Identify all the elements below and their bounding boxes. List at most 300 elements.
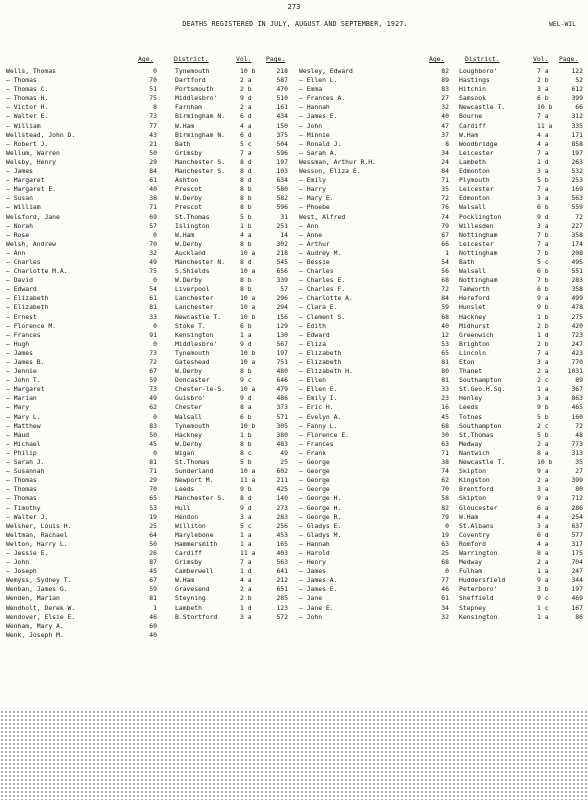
cell-vol: 8 b (240, 185, 252, 194)
cell-name: — Ernest (6, 312, 37, 321)
cell-district: Hunslet (459, 303, 486, 312)
cell-vol: 4 a (240, 230, 252, 239)
cell-vol: 8 a (240, 403, 252, 412)
cell-page: 273 (276, 503, 288, 512)
cell-age: 82 (441, 67, 449, 75)
table-row (297, 340, 585, 349)
cell-age: 66 (441, 239, 449, 248)
cell-district: Brentford (459, 485, 494, 494)
cell-age: 83 (149, 421, 157, 430)
cell-district: Midhurst (459, 321, 490, 330)
cell-vol: 3 b (537, 585, 549, 594)
cell-vol: 5 c (537, 257, 549, 266)
table-row (4, 322, 288, 331)
cell-name: Welton, Harry L. (6, 539, 68, 548)
cell-vol: 8 c (240, 448, 252, 457)
cell-name: Wessman, Arthur R.H. (299, 157, 376, 166)
table-row (4, 67, 288, 76)
cell-district: Manchester N. (175, 257, 226, 266)
table-row (4, 103, 288, 112)
cell-district: Hitchin (459, 85, 486, 94)
cell-district: Hackney (459, 312, 486, 321)
cell-district: Bath (175, 139, 191, 148)
cell-name: — Florence E. (299, 430, 350, 439)
cell-district: Hastings (459, 76, 490, 85)
cell-page: 712 (571, 494, 583, 503)
cell-age: 24 (441, 157, 449, 166)
cell-page: 167 (571, 603, 583, 612)
cell-name: — Bessie (299, 257, 330, 266)
cell-age: 38 (149, 194, 157, 203)
cell-vol: 3 a (537, 394, 549, 403)
cell-district: Birmingham N. (175, 112, 226, 121)
cell-vol: 8 b (240, 203, 252, 212)
cell-vol: 4 a (537, 139, 549, 148)
cell-page: 1031 (567, 367, 583, 376)
cell-name: — Thomas (6, 476, 37, 485)
cell-vol: 9 a (537, 576, 549, 585)
cell-vol: 5 c (240, 521, 252, 530)
cell-district: Lambeth (459, 157, 486, 166)
cell-vol: 10 a (240, 467, 256, 476)
table-row (4, 631, 288, 640)
cell-vol: 1 d (240, 603, 252, 612)
cell-vol: 4 a (537, 130, 549, 139)
cell-page: 25 (280, 458, 288, 467)
cell-vol: 7 b (537, 248, 549, 257)
cell-vol: 8 b (240, 276, 252, 285)
cell-district: Totnes (459, 412, 483, 421)
cell-vol: 7 a (537, 148, 549, 157)
table-row (297, 276, 585, 285)
cell-name: — George H. (299, 494, 342, 503)
cell-name: — Elizabeth (6, 303, 49, 312)
cell-age: 40 (441, 112, 449, 121)
cell-name: — Susan (6, 194, 33, 203)
cell-page: 434 (276, 112, 288, 121)
cell-age: 0 (153, 412, 157, 421)
cell-vol: 1 a (240, 330, 252, 339)
right-column (297, 55, 585, 622)
cell-name: — Fanny L. (299, 421, 338, 430)
cell-district: Portsmouth (175, 85, 214, 94)
cell-district: W.Derby (175, 367, 202, 376)
cell-vol: 1 b (240, 221, 252, 230)
cell-page: 302 (276, 239, 288, 248)
cell-vol: 10 b (240, 421, 256, 430)
cell-vol: 10 a (240, 294, 256, 303)
cell-page: 253 (571, 176, 583, 185)
cell-district: Leicester (459, 185, 494, 194)
cell-age: 63 (441, 539, 449, 548)
cell-vol: 4 a (537, 539, 549, 548)
cell-age: 12 (441, 330, 449, 339)
cell-age: 67 (441, 230, 449, 239)
cell-name: Wesson, Eliza E. (299, 167, 361, 176)
table-row (4, 167, 288, 176)
cell-vol: 2 a (240, 76, 252, 85)
cell-district: Samsook (459, 94, 486, 103)
cell-age: 53 (441, 339, 449, 348)
cell-age: 40 (149, 185, 157, 194)
cell-age: 69 (149, 212, 157, 221)
cell-age: 72 (441, 285, 449, 294)
cell-district: Warrington (459, 548, 498, 557)
cell-vol: 9 d (240, 339, 252, 348)
cell-age: 16 (441, 403, 449, 412)
cell-age: 45 (149, 567, 157, 576)
cell-age: 33 (149, 312, 157, 321)
cell-vol: 2 a (240, 103, 252, 112)
cell-page: 641 (276, 567, 288, 576)
table-row (4, 476, 288, 485)
cell-page: 545 (276, 257, 288, 266)
table-row (4, 331, 288, 340)
cell-name: — Matthew (6, 421, 41, 430)
cell-name: — Ellen E. (299, 385, 338, 394)
cell-page: 140 (276, 494, 288, 503)
table-row (297, 158, 585, 167)
cell-name: — Thomas H. (6, 94, 49, 103)
table-row (4, 185, 288, 194)
table-row (4, 549, 288, 558)
cell-vol: 1 d (537, 330, 549, 339)
cell-age: 81 (149, 458, 157, 467)
cell-vol: 7 b (537, 276, 549, 285)
cell-name: — James (6, 348, 33, 357)
cell-name: — George R. (299, 512, 342, 521)
cell-name: — Thomas (6, 494, 37, 503)
table-row (297, 585, 585, 594)
cell-page: 563 (276, 558, 288, 567)
cell-page: 596 (276, 148, 288, 157)
cell-age: 1 (153, 603, 157, 612)
cell-vol: 8 b (240, 439, 252, 448)
cell-age: 40 (149, 630, 157, 639)
table-row (4, 258, 288, 267)
cell-age: 70 (149, 239, 157, 248)
cell-page: 532 (571, 167, 583, 176)
table-row (4, 85, 288, 94)
table-row (297, 549, 585, 558)
cell-page: 283 (571, 276, 583, 285)
cell-age: 56 (441, 267, 449, 276)
cell-vol: 9 b (537, 303, 549, 312)
cell-name: — George (299, 485, 330, 494)
table-row (297, 76, 585, 85)
cell-age: 45 (149, 439, 157, 448)
cell-vol: 10 a (240, 303, 256, 312)
cell-age: 0 (153, 67, 157, 75)
cell-name: — Sarah J. (6, 458, 45, 467)
table-row (4, 513, 288, 522)
cell-name: Wenham, Mary A. (6, 621, 64, 630)
header-page: Page. (559, 55, 579, 63)
cell-page: 123 (276, 603, 288, 612)
cell-name: — David (6, 276, 33, 285)
cell-age: 62 (149, 403, 157, 412)
cell-vol: 5 c (240, 139, 252, 148)
cell-age: 29 (149, 476, 157, 485)
table-row (4, 531, 288, 540)
cell-district: Hammersmith (175, 539, 218, 548)
cell-name: Welsher, Louis H. (6, 521, 72, 530)
cell-page: 49 (280, 448, 288, 457)
table-row (4, 431, 288, 440)
cell-age: 81 (149, 303, 157, 312)
cell-name: — Ellen L. (299, 76, 338, 85)
cell-district: Auckland (175, 248, 206, 257)
table-row (297, 203, 585, 212)
cell-page: 150 (276, 121, 288, 130)
cell-page: 72 (575, 212, 583, 221)
cell-age: 30 (441, 430, 449, 439)
cell-age: 71 (149, 203, 157, 212)
cell-page: 704 (571, 558, 583, 567)
cell-vol: 3 a (240, 612, 252, 621)
cell-district: Farnham (175, 103, 202, 112)
cell-district: Pocklington (459, 212, 502, 221)
cell-page: 218 (276, 67, 288, 75)
page-number: 273 (287, 3, 301, 11)
cell-vol: 10 b (240, 348, 256, 357)
cell-name: — William (6, 121, 41, 130)
table-row (297, 149, 585, 158)
table-row (4, 467, 288, 476)
cell-name: — Margaret (6, 176, 45, 185)
cell-district: Romford (459, 539, 486, 548)
cell-age: 67 (149, 367, 157, 376)
cell-name: — George (299, 458, 330, 467)
cell-district: Manchester S. (175, 494, 226, 503)
cell-page: 612 (571, 85, 583, 94)
cell-page: 103 (276, 167, 288, 176)
table-row (297, 303, 585, 312)
cell-name: — Thomas C. (6, 85, 49, 94)
cell-vol: 4 a (240, 576, 252, 585)
cell-district: Woodbridge (459, 139, 498, 148)
cell-name: — Thomas (6, 76, 37, 85)
cell-age: 81 (149, 594, 157, 603)
cell-name: — Walter E. (6, 112, 49, 121)
cell-vol: 7 b (537, 230, 549, 239)
cell-page: 770 (571, 358, 583, 366)
table-row (297, 258, 585, 267)
cell-vol: 5 b (240, 458, 252, 467)
cell-district: Plymouth (459, 176, 490, 185)
cell-vol: 6 d (240, 130, 252, 139)
table-row (297, 94, 585, 103)
cell-age: 61 (149, 176, 157, 185)
cell-page: 858 (571, 139, 583, 148)
table-row (4, 358, 288, 367)
cell-age: 65 (441, 348, 449, 357)
cell-page: 551 (571, 267, 583, 276)
cell-age: 53 (149, 503, 157, 512)
cell-name: — Michael (6, 439, 41, 448)
cell-page: 344 (571, 576, 583, 585)
cell-age: 71 (149, 467, 157, 476)
cell-age: 70 (149, 485, 157, 494)
cell-page: 171 (571, 130, 583, 139)
table-row (297, 213, 585, 222)
cell-page: 478 (571, 303, 583, 312)
cell-page: 634 (276, 176, 288, 185)
cell-name: — Maud (6, 430, 30, 439)
cell-page: 160 (571, 412, 583, 421)
cell-vol: 3 a (240, 512, 252, 521)
table-row (297, 422, 585, 431)
table-row (297, 112, 585, 121)
cell-age: 72 (441, 194, 449, 203)
cell-age: 0 (153, 276, 157, 285)
table-row (4, 149, 288, 158)
cell-district: Edmonton (459, 167, 490, 176)
cell-vol: 8 d (240, 157, 252, 166)
cell-vol: 10 a (240, 267, 256, 276)
cell-name: — Mary L. (6, 412, 41, 421)
cell-age: 50 (149, 430, 157, 439)
cell-age: 25 (149, 521, 157, 530)
table-row (297, 394, 585, 403)
cell-age: 8 (445, 139, 449, 148)
cell-page: 577 (571, 530, 583, 539)
cell-district: Birmingham N. (175, 130, 226, 139)
cell-age: 32 (441, 103, 449, 112)
cell-page: 313 (571, 448, 583, 457)
cell-vol: 10 b (240, 312, 256, 321)
cell-district: Henley (459, 394, 483, 403)
cell-page: 587 (276, 76, 288, 85)
cell-age: 89 (441, 76, 449, 85)
cell-age: 77 (441, 576, 449, 585)
cell-name: — Ellen (299, 376, 326, 385)
cell-age: 8 (153, 103, 157, 112)
cell-age: 76 (441, 203, 449, 212)
table-row (4, 494, 288, 503)
cell-name: — Joseph (6, 567, 37, 576)
cell-vol: 6 b (537, 267, 549, 276)
cell-vol: 3 a (537, 485, 549, 494)
cell-age: 38 (441, 458, 449, 467)
cell-vol: 1 b (240, 430, 252, 439)
cell-name: — Charlotte M.A. (6, 267, 68, 276)
table-row (4, 440, 288, 449)
cell-age: 64 (149, 530, 157, 539)
cell-vol: 10 b (537, 103, 553, 112)
cell-vol: 4 a (537, 512, 549, 521)
cell-age: 91 (149, 330, 157, 339)
cell-name: — Audrey M. (299, 248, 342, 257)
cell-vol: 6 a (537, 503, 549, 512)
cell-name: — Charles E. (299, 276, 346, 285)
table-row (4, 176, 288, 185)
cell-vol: 2 a (240, 585, 252, 594)
cell-page: 212 (276, 576, 288, 585)
cell-name: Wemyss, Sydney T. (6, 576, 72, 585)
cell-name: West, Alfred (299, 212, 346, 221)
header-age: Age. (138, 55, 154, 63)
cell-vol: 6 b (240, 321, 252, 330)
table-row (297, 576, 585, 585)
table-row (297, 176, 585, 185)
cell-district: Manchester S. (175, 167, 226, 176)
cell-district: Willesden (459, 221, 494, 230)
cell-page: 479 (276, 385, 288, 394)
cell-district: Fulham (459, 567, 483, 576)
cell-vol: 11 a (537, 121, 553, 130)
cell-page: 161 (276, 103, 288, 112)
dotted-background (0, 710, 588, 800)
table-row (297, 531, 585, 540)
cell-page: 247 (571, 339, 583, 348)
cell-district: St.Geo.H.Sq. (459, 385, 506, 394)
table-row (297, 285, 585, 294)
cell-vol: 2 b (240, 85, 252, 94)
cell-name: — Eliza (299, 339, 326, 348)
table-row (4, 140, 288, 149)
cell-page: 773 (571, 439, 583, 448)
cell-page: 197 (571, 585, 583, 594)
table-row (297, 294, 585, 303)
cell-age: 33 (441, 385, 449, 394)
cell-page: 197 (276, 157, 288, 166)
cell-vol: 1 a (537, 612, 549, 621)
cell-district: Stoke T. (175, 321, 206, 330)
cell-vol: 11 a (240, 476, 256, 485)
cell-page: 399 (571, 94, 583, 103)
cell-page: 57 (280, 285, 288, 294)
cell-district: Doncaster (175, 376, 210, 385)
table-row (4, 313, 288, 322)
table-row (297, 103, 585, 112)
cell-age: 61 (149, 294, 157, 303)
cell-name: — Harold (299, 548, 330, 557)
table-row (297, 131, 585, 140)
cell-district: Southampton (459, 376, 502, 385)
cell-district: Newport M. (175, 476, 214, 485)
table-row (4, 158, 288, 167)
cell-name: — Robert J. (6, 139, 49, 148)
cell-page: 480 (276, 367, 288, 376)
cell-name: — Jane E. (299, 603, 334, 612)
cell-age: 83 (441, 85, 449, 94)
cell-vol: 2 c (537, 421, 549, 430)
cell-name: — Gladys M. (299, 530, 342, 539)
cell-district: Leeds (175, 485, 195, 494)
table-row (4, 349, 288, 358)
table-row (4, 558, 288, 567)
cell-vol: 9 b (537, 403, 549, 412)
cell-page: 335 (571, 121, 583, 130)
table-row (4, 385, 288, 394)
column-header (4, 55, 288, 65)
cell-name: — Timothy (6, 503, 41, 512)
cell-name: — Ronald J. (299, 139, 342, 148)
cell-age: 0 (153, 339, 157, 348)
cell-name: Wellstead, John D. (6, 130, 76, 139)
cell-page: 208 (571, 248, 583, 257)
cell-age: 34 (441, 148, 449, 157)
cell-vol: 9 a (537, 467, 549, 476)
cell-age: 59 (149, 585, 157, 594)
cell-page: 283 (276, 512, 288, 521)
table-row (4, 594, 288, 603)
cell-name: — James B. (6, 358, 45, 366)
cell-page: 275 (571, 312, 583, 321)
cell-district: Guisbro' (175, 394, 206, 403)
cell-vol: 3 a (537, 194, 549, 203)
